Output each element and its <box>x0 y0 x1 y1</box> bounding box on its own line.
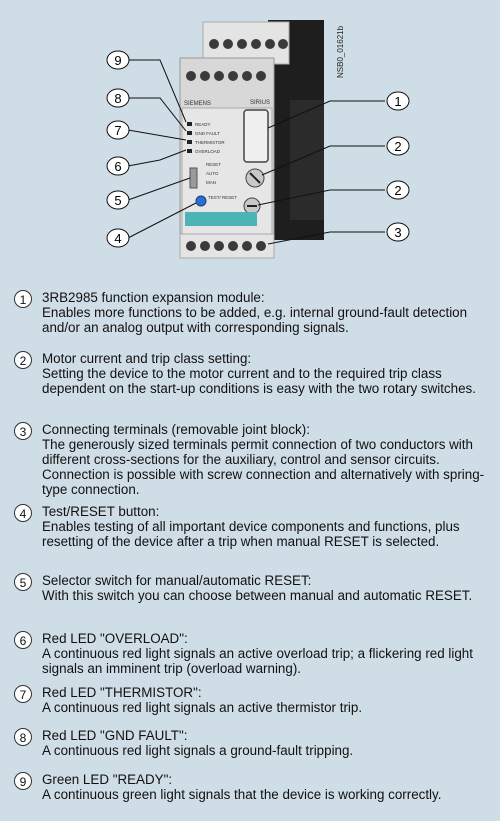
reference-code: NSB0_01621b <box>336 25 345 78</box>
legend-description: The generously sized terminals permit connection of two conductors with different cross-sections for the auxiliary, control and sensor circuits. Connection is possible with screw connection and alternatively with spring-type connection. <box>42 437 485 497</box>
legend-description: A continuous red light signals a ground-fault tripping. <box>42 743 354 758</box>
brand-label: SIEMENS <box>184 101 212 107</box>
callout-5 <box>107 191 129 209</box>
callout-1 <box>387 92 409 110</box>
legend-title: Red LED "OVERLOAD": <box>42 631 188 646</box>
callout-2b <box>387 181 409 199</box>
legend-number: 8 <box>14 728 32 746</box>
legend-number: 1 <box>14 290 32 308</box>
led-label-overload: OVERLOAD <box>195 149 221 154</box>
reset-selector-switch[interactable] <box>190 168 197 188</box>
svg-text:4: 4 <box>114 231 122 246</box>
legend-description: A continuous red light signals an active overload trip; a flickering red light signals an imminent trip (overload warning). <box>42 646 473 676</box>
legend-title: Selector switch for manual/automatic RESET: <box>42 573 312 588</box>
legend-number: 2 <box>14 351 32 369</box>
svg-text:5: 5 <box>114 193 122 208</box>
svg-text:8: 8 <box>114 91 122 106</box>
led-label-thermistor: THERMISTOR <box>195 140 225 145</box>
device-diagram <box>0 0 500 270</box>
svg-text:2: 2 <box>394 183 402 198</box>
legend-number: 4 <box>14 504 32 522</box>
led-thermistor <box>187 140 192 144</box>
legend-title: Connecting terminals (removable joint block): <box>42 422 310 437</box>
legend-description: A continuous green light signals that the device is working correctly. <box>42 787 442 802</box>
callout-3 <box>387 223 409 241</box>
svg-text:3: 3 <box>394 225 402 240</box>
callout-6 <box>107 157 129 175</box>
function-expansion-module <box>244 110 268 162</box>
led-gnd-fault <box>187 131 192 135</box>
reset-man-label: MAN <box>206 180 216 185</box>
legend-description: With this switch you can choose between manual and automatic RESET. <box>42 588 473 603</box>
legend-number: 9 <box>14 772 32 790</box>
legend-number: 7 <box>14 685 32 703</box>
product-label: SIRIUS <box>250 100 271 106</box>
led-overload <box>187 149 192 153</box>
svg-text:7: 7 <box>114 123 122 138</box>
reset-auto-label: AUTO <box>206 171 219 176</box>
svg-text:1: 1 <box>394 94 402 109</box>
callout-4 <box>107 229 129 247</box>
legend-description: Enables testing of all important device components and functions, plus resetting of the device after a trip when manual RESET is selected. <box>42 519 460 549</box>
legend-number: 3 <box>14 422 32 440</box>
reset-label: RESET <box>206 162 222 167</box>
svg-text:6: 6 <box>114 159 122 174</box>
legend-title: Test/RESET button: <box>42 504 160 519</box>
led-label-gnd-fault: GND FAULT <box>195 131 220 136</box>
legend-title: Motor current and trip class setting: <box>42 351 252 366</box>
legend-description: Enables more functions to be added, e.g. internal ground-fault detection and/or an analog output with corresponding signals. <box>42 305 468 335</box>
callout-7 <box>107 121 129 139</box>
test-reset-label: TEST/ RESET <box>208 195 238 200</box>
callout-8 <box>107 89 129 107</box>
svg-text:9: 9 <box>114 53 122 68</box>
legend-description: A continuous red light signals an active thermistor trip. <box>42 700 363 715</box>
led-label-ready: READY <box>195 122 211 127</box>
callout-2a <box>387 137 409 155</box>
svg-text:2: 2 <box>394 139 402 154</box>
legend-number: 5 <box>14 573 32 591</box>
legend-number: 6 <box>14 631 32 649</box>
legend-title: Green LED "READY": <box>42 772 173 787</box>
legend-description: Setting the device to the motor current and to the required trip class dependent on the start-up conditions is easy with the two rotary switches. <box>42 366 476 396</box>
callout-9 <box>107 51 129 69</box>
legend-title: Red LED "THERMISTOR": <box>42 685 202 700</box>
led-ready <box>187 122 192 126</box>
test-reset-button[interactable] <box>196 196 206 206</box>
legend-title: Red LED "GND FAULT": <box>42 728 188 743</box>
legend-title: 3RB2985 function expansion module: <box>42 290 265 305</box>
